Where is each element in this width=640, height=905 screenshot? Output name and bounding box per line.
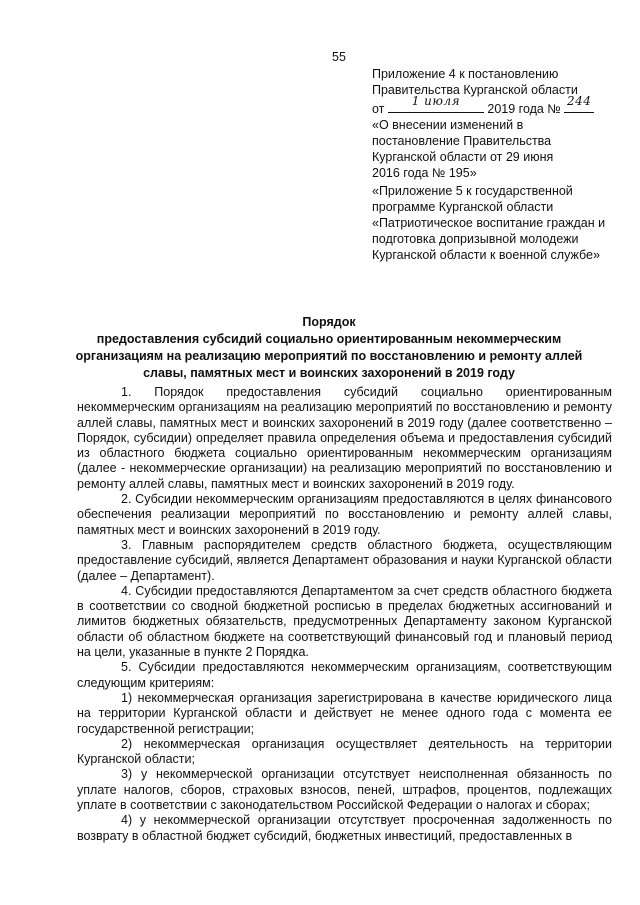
heading-title: Порядок xyxy=(302,315,356,329)
appendix-5-line: программе Курганской области xyxy=(372,200,554,214)
number-blank xyxy=(564,94,594,113)
handwritten-date: 1 июля xyxy=(411,94,461,108)
document-body xyxy=(77,385,612,844)
appendix-4-block xyxy=(372,66,622,181)
date-blank xyxy=(388,94,484,113)
appendix-4-line: «О внесении изменений в xyxy=(372,118,524,132)
appendix-5-line: подготовка допризывной молодежи xyxy=(372,232,579,246)
paragraph-4: 4. Субсидии предоставляются Департаментом за счет средств областного бюджета в соответствии со сводной бюджетной росписью в пределах бюджетных ассигнований и лимитов бюджетных обязательств, предусмотренных Департаменту законом Курганской области об областном бюджете на соответствующий финансовый год и плановый период на цели, указанные в пункте 2 Порядка. xyxy=(77,583,612,660)
heading-line: предоставления субсидий социально ориентированным некоммерческим xyxy=(96,332,562,346)
appendix-5-line: «Приложение 5 к государственной xyxy=(372,184,573,198)
paragraph-2: 2. Субсидии некоммерческим организациям предоставляются в целях финансового обеспечения реализации мероприятий по восстановлению и ремонту аллей славы, памятных мест и воинских захоронений в 2019 году. xyxy=(77,492,612,537)
heading-line: организациям на реализацию мероприятий по восстановлению и ремонту аллей xyxy=(75,349,583,363)
appendix-4-line: Правительства Курганской области xyxy=(372,83,578,97)
heading-line: славы, памятных мест и воинских захоронений в 2019 году xyxy=(143,366,515,380)
criterion-1: 1) некоммерческая организация зарегистрирована в качестве юридического лица на территории Курганской области и действует не менее одного года с момента ее государственной регистрации; xyxy=(77,690,612,736)
appendix-4-date-line xyxy=(372,94,622,117)
appendix-5-block xyxy=(372,183,622,263)
handwritten-number: 244 xyxy=(567,94,592,108)
paragraph-3: 3. Главным распорядителем средств областного бюджета, осуществляющим предоставление субсидий, является Департамент образования и науки Курганской области (далее – Департамент). xyxy=(77,537,612,583)
appendix-5-line: «Патриотическое воспитание граждан и xyxy=(372,216,606,230)
paragraph-5: 5. Субсидии предоставляются некоммерческим организациям, соответствующим следующим критериям: xyxy=(77,660,612,690)
year-label: 2019 года № xyxy=(487,102,561,116)
appendix-5-line: Курганской области к военной службе» xyxy=(372,248,600,262)
appendix-4-line: Приложение 4 к постановлению xyxy=(372,67,559,81)
document-heading xyxy=(62,314,596,382)
page-number: 55 xyxy=(332,50,346,64)
appendix-4-line: 2016 года № 195» xyxy=(372,166,477,180)
appendix-4-line: постановление Правительства xyxy=(372,134,552,148)
paragraph-1: 1. Порядок предоставления субсидий социально ориентированным некоммерческим организациям на реализацию мероприятий по восстановлению и ремонту аллей славы, памятных мест и воинских захоронений в 2019 году (далее соответственно – Порядок, субсидии) определяет правила определения объема и предоставления субсидий из областного бюджета социально ориентированным некоммерческим организациям (далее - некоммерческие организации) на реализацию мероприятий по восстановлению и ремонту аллей славы, памятных мест и воинских захоронений в 2019 году. xyxy=(77,385,612,491)
criterion-2: 2) некоммерческая организация осуществляет деятельность на территории Курганской области; xyxy=(77,736,612,767)
criterion-4: 4) у некоммерческой организации отсутствует просроченная задолженность по возврату в областной бюджет субсидий, бюджетных инвестиций, предоставленных в xyxy=(77,813,612,843)
appendix-4-line: Курганской области от 29 июня xyxy=(372,150,554,164)
criterion-3: 3) у некоммерческой организации отсутствует неисполненная обязанность по уплате налогов, сборов, страховых взносов, пеней, штрафов, процентов, подлежащих уплате в соответствии с законодательством Российской Федерации о налогах и сборах; xyxy=(77,767,612,813)
from-label: от xyxy=(372,102,385,116)
